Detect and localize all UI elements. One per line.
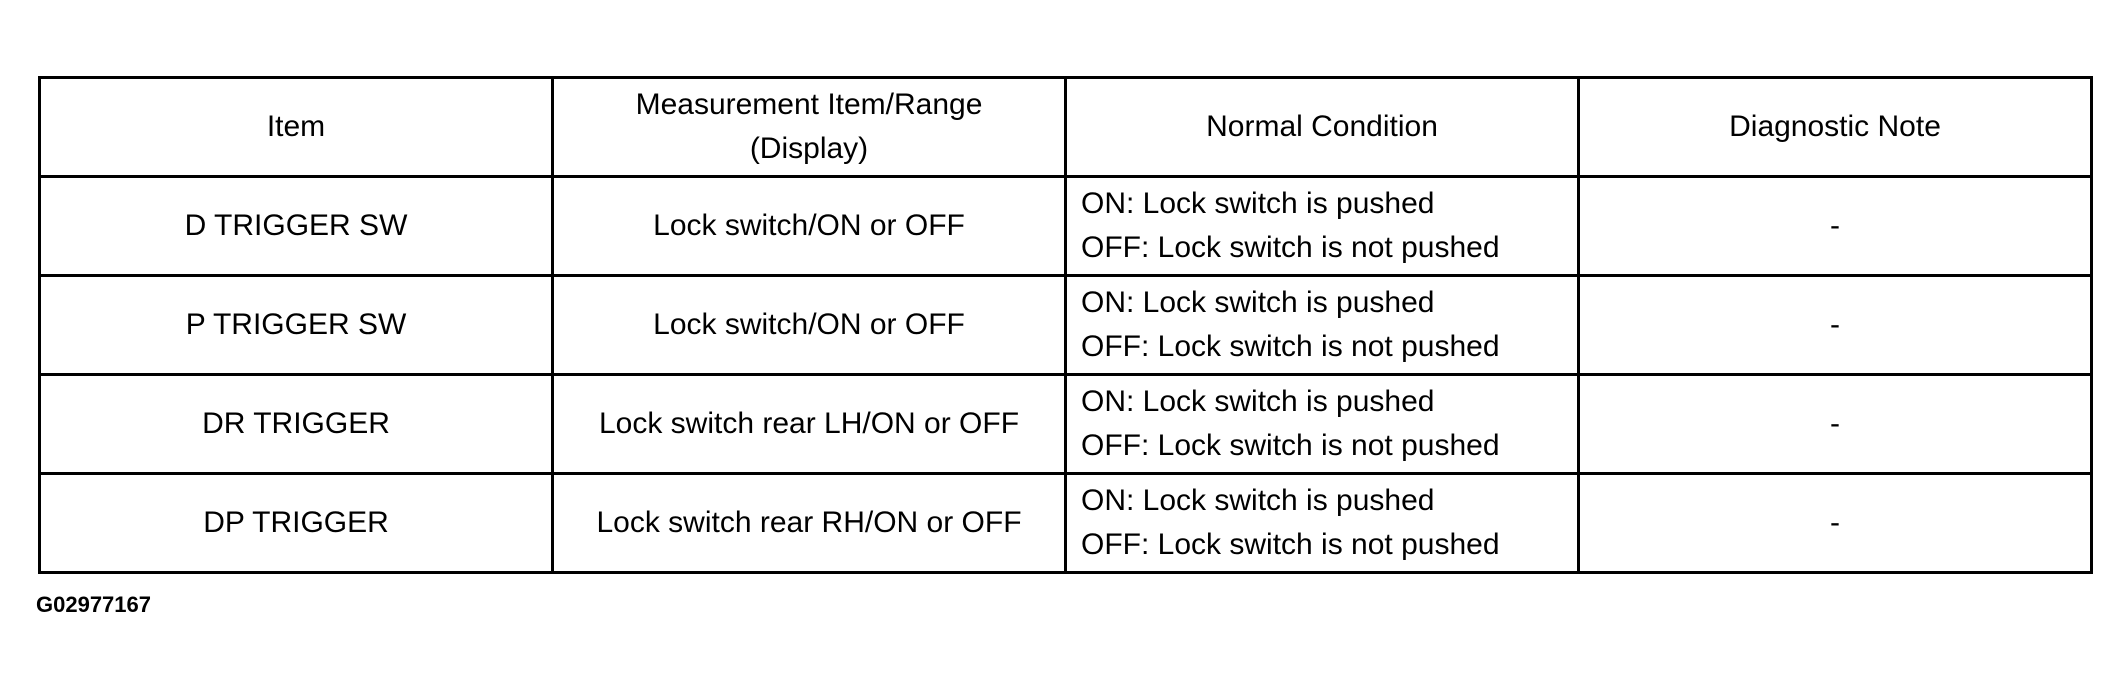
cell-normal-condition [1066,474,1579,573]
cell-item: P TRIGGER SW [40,276,553,375]
condition-on: ON: Lock switch is pushed [1081,286,1435,319]
table-row [40,276,2092,375]
cell-measurement: Lock switch rear RH/ON or OFF [553,474,1066,573]
condition-off: OFF: Lock switch is not pushed [1081,330,1500,363]
data-table-container [38,76,2090,574]
condition-off: OFF: Lock switch is not pushed [1081,528,1500,561]
table-row [40,375,2092,474]
header-item: Item [40,78,553,177]
cell-diagnostic-note: - [1579,474,2092,573]
cell-normal-condition [1066,276,1579,375]
cell-measurement: Lock switch/ON or OFF [553,276,1066,375]
cell-diagnostic-note: - [1579,276,2092,375]
cell-item: D TRIGGER SW [40,177,553,276]
cell-item: DP TRIGGER [40,474,553,573]
header-measurement-line2: (Display) [749,132,869,165]
condition-on: ON: Lock switch is pushed [1081,385,1435,418]
cell-normal-condition [1066,375,1579,474]
table-row [40,474,2092,573]
condition-off: OFF: Lock switch is not pushed [1081,429,1500,462]
cell-normal-condition [1066,177,1579,276]
header-measurement-line1: Measurement Item/Range [635,88,983,121]
condition-off: OFF: Lock switch is not pushed [1081,231,1500,264]
table-row [40,177,2092,276]
header-normal-condition: Normal Condition [1066,78,1579,177]
condition-on: ON: Lock switch is pushed [1081,484,1435,517]
cell-measurement: Lock switch/ON or OFF [553,177,1066,276]
table-header-row [40,78,2092,177]
cell-measurement: Lock switch rear LH/ON or OFF [553,375,1066,474]
condition-on: ON: Lock switch is pushed [1081,187,1435,220]
cell-diagnostic-note: - [1579,375,2092,474]
cell-item: DR TRIGGER [40,375,553,474]
cell-diagnostic-note: - [1579,177,2092,276]
header-measurement [553,78,1066,177]
figure-id: G02977167 [36,592,151,617]
data-table [38,76,2093,574]
header-diagnostic-note: Diagnostic Note [1579,78,2092,177]
